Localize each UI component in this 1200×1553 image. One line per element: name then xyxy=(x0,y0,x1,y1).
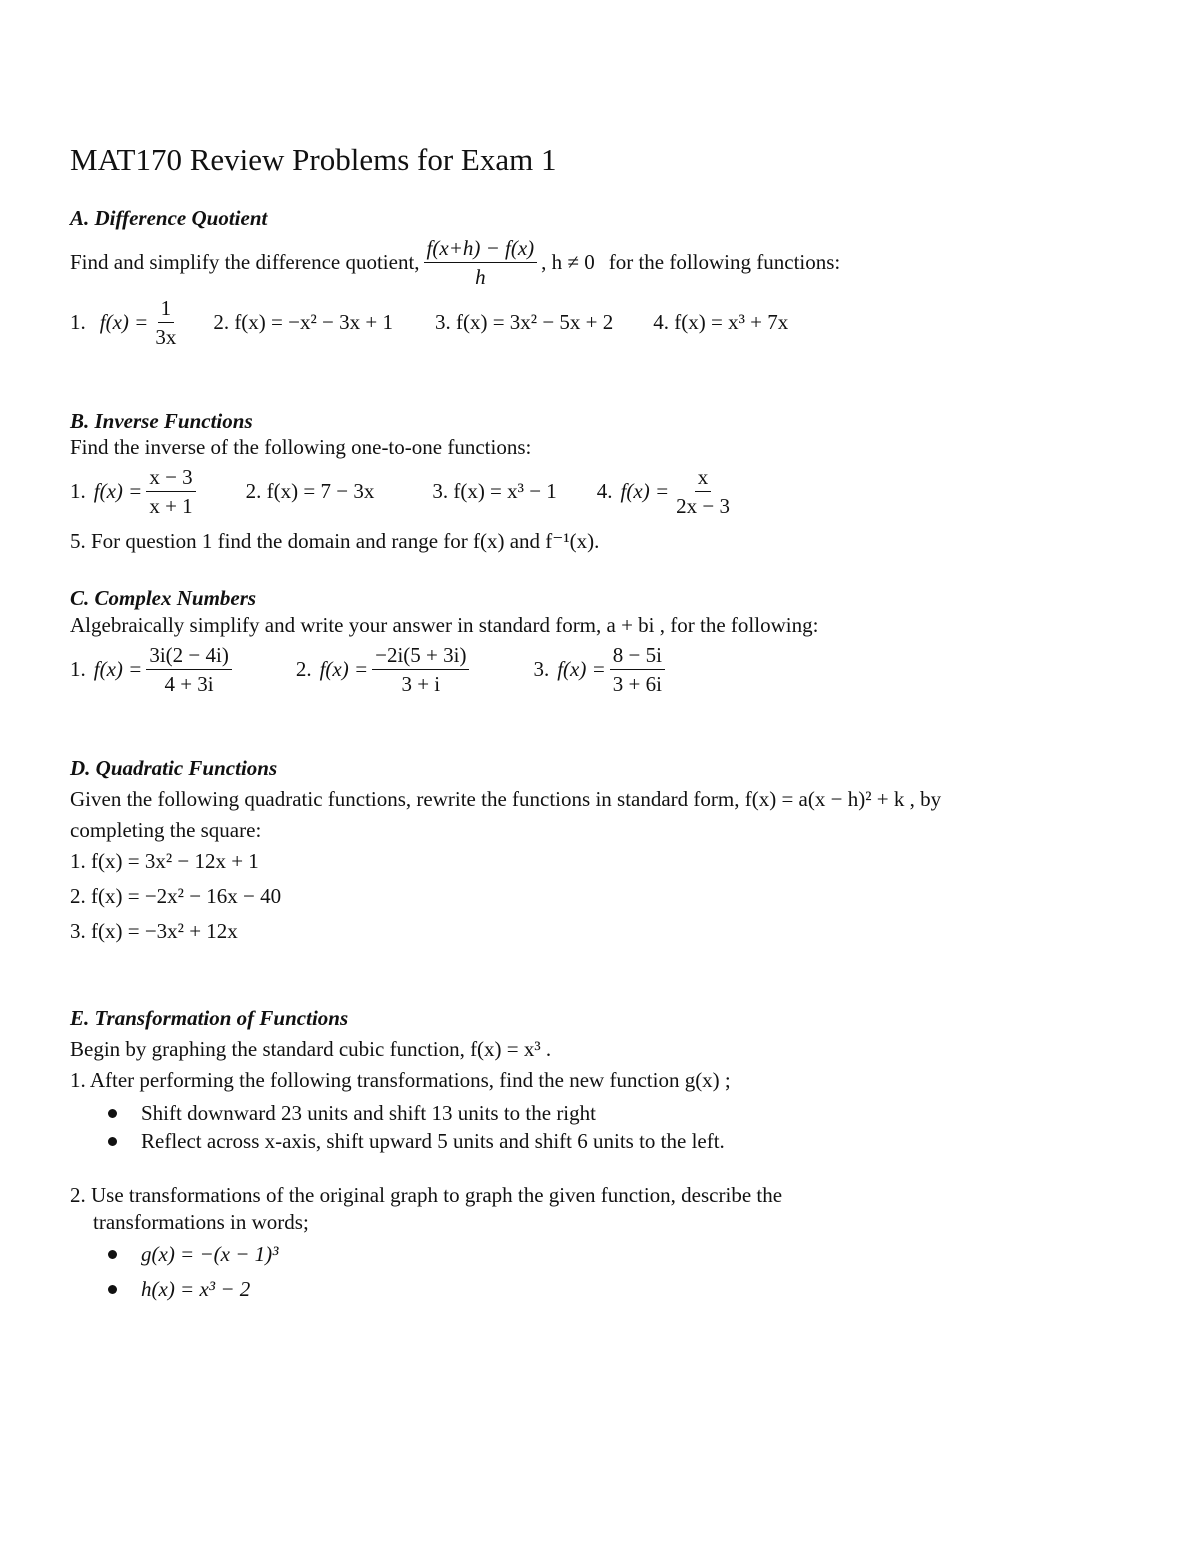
page-title: MAT170 Review Problems for Exam 1 xyxy=(70,142,557,177)
bullet-icon xyxy=(108,1250,117,1259)
b-p1-num: x − 3 xyxy=(146,465,195,492)
d-p2: 2. f(x) = −2x² − 16x − 40 xyxy=(70,884,282,908)
c-p3-den: 3 + 6i xyxy=(612,672,662,696)
b-p4-num: x xyxy=(695,465,712,492)
a-p1-lhs: f(x) = xyxy=(99,310,149,334)
c-p1-fraction xyxy=(146,643,232,696)
e-q1-bullet-1-text: Shift downward 23 units and shift 13 units to the right xyxy=(141,1101,596,1125)
c-p1-num: 3i(2 − 4i) xyxy=(146,643,232,670)
c-p1-label: 1. xyxy=(70,657,86,681)
c-p2-label: 2. xyxy=(295,657,312,681)
section-c-heading: C. Complex Numbers xyxy=(70,586,257,610)
dq-numerator: f(x+h) − f(x) xyxy=(424,236,538,263)
d-p3: 3. f(x) = −3x² + 12x xyxy=(70,919,238,943)
b-p4-fraction xyxy=(673,465,733,518)
section-a-problems xyxy=(70,296,788,349)
a-p1-num: 1 xyxy=(158,296,175,323)
a-p2: 2. f(x) = −x² − 3x + 1 xyxy=(213,310,393,334)
c-p2-lhs: f(x) = xyxy=(319,657,369,681)
b-p4-label: 4. xyxy=(596,479,613,503)
e-q1: 1. After performing the following transformations, find the new function g(x) ; xyxy=(70,1068,731,1092)
c-p2-fraction xyxy=(372,643,469,696)
b-p3: 3. f(x) = x³ − 1 xyxy=(432,479,557,503)
section-b-intro: Find the inverse of the following one-to-one functions: xyxy=(70,435,532,459)
c-p3-lhs: f(x) = xyxy=(557,657,606,681)
b-p4-den: 2x − 3 xyxy=(676,494,730,518)
bullet-icon xyxy=(108,1109,117,1118)
c-p1-den: 4 + 3i xyxy=(164,672,214,696)
section-d-intro: Given the following quadratic functions, rewrite the functions in standard form, f(x) = a(x − h)² + k , by xyxy=(70,787,942,811)
b-p1-lhs: f(x) = xyxy=(93,479,143,503)
section-a-intro-end: for the following functions: xyxy=(608,250,841,274)
section-a-intro-line xyxy=(70,236,840,289)
section-a-intro: Find and simplify the difference quotient, xyxy=(70,250,420,274)
e-q2-bullet-1 xyxy=(108,1242,278,1267)
section-c-intro: Algebraically simplify and write your answer in standard form, a + bi , for the following: xyxy=(70,613,819,637)
e-q2-bullet-2 xyxy=(108,1277,250,1302)
a-p1-fraction xyxy=(152,296,179,349)
section-b-heading: B. Inverse Functions xyxy=(70,409,253,433)
e-q1-bullet-2 xyxy=(108,1129,725,1154)
c-p2-den: 3 + i xyxy=(401,672,441,696)
a-p1-den: 3x xyxy=(155,325,177,349)
c-p3-label: 3. xyxy=(533,657,550,681)
e-q1-bullet-2-text: Reflect across x-axis, shift upward 5 units and shift 6 units to the left. xyxy=(141,1129,725,1153)
section-e-heading: E. Transformation of Functions xyxy=(70,1006,349,1030)
section-b-problems xyxy=(70,465,737,518)
c-p3-fraction xyxy=(610,643,665,696)
d-p1: 1. f(x) = 3x² − 12x + 1 xyxy=(70,849,259,873)
section-c-problems xyxy=(70,643,669,696)
section-e-intro: Begin by graphing the standard cubic function, f(x) = x³ . xyxy=(70,1037,552,1061)
c-p3-num: 8 − 5i xyxy=(610,643,665,670)
b-p1-den: x + 1 xyxy=(149,494,193,518)
c-p1-lhs: f(x) = xyxy=(93,657,143,681)
e-q1-bullet-1 xyxy=(108,1101,596,1126)
section-d-intro2: completing the square: xyxy=(70,818,262,842)
b-p4-lhs: f(x) = xyxy=(620,479,670,503)
b-p5: 5. For question 1 find the domain and range for f(x) and f⁻¹(x). xyxy=(70,529,600,553)
section-d-heading: D. Quadratic Functions xyxy=(70,756,278,780)
a-p1-label: 1. xyxy=(70,310,86,334)
e-q2-line1: 2. Use transformations of the original graph to graph the given function, describe the xyxy=(70,1183,783,1207)
bullet-icon xyxy=(108,1137,117,1146)
e-q2-bullet-2-text: h(x) = x³ − 2 xyxy=(141,1277,251,1301)
c-p2-num: −2i(5 + 3i) xyxy=(372,643,469,670)
a-p3: 3. f(x) = 3x² − 5x + 2 xyxy=(434,310,614,334)
dq-condition: , h ≠ 0 xyxy=(541,250,595,274)
difference-quotient-fraction xyxy=(424,236,538,289)
e-q2-bullet-1-text: g(x) = −(x − 1)³ xyxy=(141,1242,279,1266)
a-p4: 4. f(x) = x³ + 7x xyxy=(653,310,789,334)
bullet-icon xyxy=(108,1285,117,1294)
b-p1-fraction xyxy=(146,465,195,518)
b-p2: 2. f(x) = 7 − 3x xyxy=(245,479,375,503)
e-q2-line2: transformations in words; xyxy=(93,1210,309,1234)
section-a-heading: A. Difference Quotient xyxy=(70,206,268,230)
b-p1-label: 1. xyxy=(70,479,86,503)
dq-denominator: h xyxy=(475,265,486,289)
